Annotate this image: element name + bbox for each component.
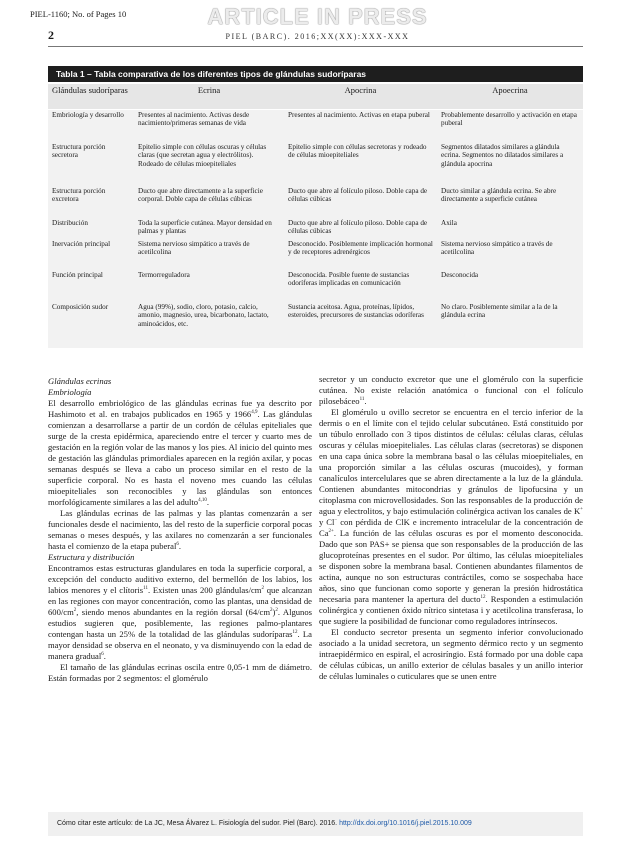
page-number: 2 bbox=[48, 28, 54, 42]
journal-line: PIEL (BARC). 2016;XX(XX):XXX-XXX bbox=[225, 32, 410, 41]
citation: 4,10 bbox=[198, 498, 207, 504]
citation: 4,9 bbox=[251, 410, 258, 416]
table-cell: Presentes al nacimiento. Activas desde nacimiento/primeras semanas de vida bbox=[138, 111, 250, 128]
table-row bbox=[48, 142, 583, 186]
column-header: Ecrina bbox=[197, 85, 221, 95]
table-cell: Presentes al nacimiento. Activas en etapa puberal bbox=[288, 111, 430, 119]
paragraph: El desarrollo embriológico de las glándulas ecrinas fue ya descrito por Hashimoto et al. en trabajos publicados en 1965 y 1966$^{4,9}$. Las glándulas comienzan a desarrollarse a partir de un cordón de células epiteliales que surge de la cresta epidérmica, apareciendo entre el tercer y cuarto mes de gestación en la región volar de las manos y los pies. Al inicio del quinto mes de gestación las glándulas primordiales aparecen en la región axilar, y pocas semanas después se lleva a cabo un proceso similar en el resto de la superficie corporal. No es hasta el noveno mes cuando las células mioepiteliales son reconocibles y las glándulas son entonces morfológicamente similares a las del adulto$^{4,10}$. bbox=[48, 398, 313, 507]
paragraph: secretor y un conducto excretor que une el glomérulo con la superficie cutánea. No existe relación anatómica o funcional con el folículo pilosebáceo$^{11}$. bbox=[319, 374, 583, 406]
footer-text: Cómo citar este artículo: de La JC, Mesa Álvarez L. Fisiología del sudor. Piel (Barc). 2016. bbox=[57, 820, 338, 827]
citation: 6 bbox=[101, 652, 104, 658]
column-header: Apoecrina bbox=[492, 85, 528, 95]
left-column bbox=[48, 376, 312, 684]
doi-link[interactable]: http://dx.doi.org/10.1016/j.piel.2015.10.009 bbox=[339, 820, 472, 827]
table-row bbox=[48, 110, 583, 142]
table-row bbox=[48, 239, 583, 270]
table-cell: Estructura porción secretora bbox=[52, 143, 106, 160]
comparison-table bbox=[48, 84, 583, 346]
citation-footer bbox=[48, 812, 583, 836]
table-cell: Distribución bbox=[52, 219, 88, 227]
table-cell: Segmentos dilatados similares a glándula ecrina. Segmentos no dilatados similares a glándula apocrina bbox=[441, 143, 564, 168]
table-cell: Inervación principal bbox=[52, 240, 111, 248]
citation: 6 bbox=[176, 542, 179, 548]
table-header-row bbox=[48, 84, 583, 109]
table-cell: Desconocida. Posible fuente de sustancias odoríferas implicadas en comunicación bbox=[288, 271, 410, 288]
table-cell: Ducto que abre al folículo piloso. Doble capa de células cúbicas bbox=[288, 219, 428, 236]
table-cell: Probablemente desarrollo y activación en etapa puberal bbox=[441, 111, 577, 128]
table-cell: Sustancia aceitosa. Agua, proteínas, lípidos, esteroides, precursores de sustancias odoríferas bbox=[288, 303, 424, 320]
citation: 12 bbox=[292, 630, 298, 636]
section-title: Glándulas ecrinas bbox=[48, 376, 112, 386]
table-cell: Sistema nervioso simpático a través de acetilcolina bbox=[138, 240, 250, 257]
table-cell: Función principal bbox=[52, 271, 103, 279]
table-cell: Ducto que abre directamente a la superficie corporal. Doble capa de células cúbicas bbox=[138, 187, 263, 204]
table-row bbox=[48, 186, 583, 218]
subsection-title: Estructura y distribución bbox=[48, 552, 135, 562]
table-cell: Epitelio simple con células secretoras y rodeado de células mioepiteliales bbox=[288, 143, 427, 160]
article-in-press-banner: ARTICLE IN PRESS bbox=[207, 4, 428, 29]
column-header: Glándulas sudoríparas bbox=[52, 85, 128, 95]
table-cell: Termorreguladora bbox=[138, 271, 190, 279]
table-row bbox=[48, 302, 583, 346]
table-cell: Desconocido. Posiblemente implicación hormonal y de receptores adrenérgicos bbox=[288, 240, 433, 257]
right-column bbox=[319, 374, 583, 682]
citation: 12 bbox=[480, 595, 486, 601]
manuscript-id: PIEL-1160; No. of Pages 10 bbox=[30, 9, 127, 19]
paragraph: El tamaño de las glándulas ecrinas oscila entre 0,05-1 mm de diámetro. Están formadas por 2 segmentos: el glomérulo bbox=[48, 662, 312, 683]
table-cell: Ducto que abre al folículo piloso. Doble capa de células cúbicas bbox=[288, 187, 428, 204]
table-cell: Composición sudor bbox=[52, 303, 109, 311]
table-cell: Agua (99%), sodio, cloro, potasio, calcio, amonio, magnesio, urea, bicarbonato, lactato, aminoácidos, etc. bbox=[138, 303, 269, 328]
citation: 11 bbox=[143, 586, 148, 592]
table-cell: Epitelio simple con células oscuras y células claras (que secretan agua y electrólitos). Rodeado de células mioepiteliales bbox=[138, 143, 267, 168]
table-row bbox=[48, 218, 583, 239]
paragraph: Encontramos estas estructuras glandulares en toda la superficie corporal, a excepción del conducto auditivo externo, del bermellón de los labios, los labios menores y el clítoris$^{11}$. Existen unas 200 glándulas/$cm^2$ que alcanzan en las regiones con mayor concentración, como las plantas, una densidad de $600/cm^2$, siendo menos abundantes en la región dorsal $(64/cm^2)^2$. Algunos estudios sugieren que, posiblemente, las regiones palmo-plantares contengan hasta un 25% de la totalidad de las glándulas sudoríparas$^{12}$. La mayor densidad se observa en el neonato, y va disminuyendo con la edad de manera gradual$^6$. bbox=[48, 563, 312, 661]
table-cell: Toda la superficie cutánea. Mayor densidad en palmas y plantas bbox=[138, 219, 272, 236]
table-cell: No claro. Posiblemente similar a la de la glándula ecrina bbox=[441, 303, 558, 320]
table-row bbox=[48, 270, 583, 302]
paragraph: El conducto secretor presenta un segmento inferior convolucionado asociado a la unidad secretora, un segmento dérmico recto y un segmento intraepidérmico en espiral, el acrosiríngio. Está formado por una doble capa de células cúbicas, un anillo exterior de células basales y un anillo interior de células luminales o cuticulares que se unen entre bbox=[319, 627, 583, 681]
table-title: Tabla 1 – Tabla comparativa de los diferentes tipos de glándulas sudoríparas bbox=[48, 66, 583, 82]
subsection-title: Embriología bbox=[48, 387, 92, 397]
table-cell: Axila bbox=[441, 219, 457, 227]
table-cell: Sistema nervioso simpático a través de acetilcolina bbox=[441, 240, 553, 257]
table-cell: Desconocida bbox=[441, 271, 479, 279]
table-cell: Embriología y desarrollo bbox=[52, 111, 124, 119]
citation: 2 bbox=[275, 608, 278, 614]
header-rule bbox=[48, 46, 583, 47]
paragraph: El glomérulo u ovillo secretor se encuentra en el tercio inferior de la dermis o en el límite con el tejido celular subcutáneo. Está constituido por un túbulo enrollado con 3 tipos distintos de células: células claras, células oscuras y células mioepiteliales. Las células claras (secretoras) se disponen en una capa única sobre la membrana basal o las células mioepiteliales, en una proporción similar a las células oscuras (mucoides), y forman canalículos intercelulares que se abren directamente a la luz de la glándula. Contienen abundantes mitocondrias y gránulos de lipofucsina y un citoplasma con microvellosidades. Son las responsables de la producción de agua y electrolitos, y bajo estimulación colinérgica activan los canales de K+ y Cl− con pérdida de ClK e incremento intracelular de la concentración de $Ca^{2+}$. La función de las células oscuras es por el momento desconocida. Dado que son PAS+ se piensa que son responsables de la producción de las glucoproteínas presentes en el sudor. Por último, las células mioepiteliales se disponen sobre la membrana basal. Contienen abundantes filamentos de actina, aunque no son estructuras contráctiles, como se sospechaba hace años, sino que funcionan como soporte y generan la presión hidrostática necesaria para mantener la apertura del ducto$^{12}$. Responden a estimulación colinérgica y contienen óxido nítrico sintetasa i y acetilcolina transferasa, lo que sugiere la posibilidad de funcionar como reguladores intrínsecos. bbox=[319, 407, 583, 626]
paragraph: Las glándulas ecrinas de las palmas y las plantas comenzarán a ser funcionales desde el nacimiento, las del resto de la superficie corporal pocas semanas o meses después, y las axilares no comenzarán a ser funcionales hasta el comienzo de la etapa puberal$^6$. bbox=[48, 508, 312, 551]
table-cell: Estructura porción excretora bbox=[52, 187, 106, 204]
citation: 11 bbox=[359, 397, 365, 403]
column-header: Apocrina bbox=[344, 85, 377, 95]
table-cell: Ducto similar a glándula ecrina. Se abre directamente a superficie cutánea bbox=[441, 187, 557, 204]
